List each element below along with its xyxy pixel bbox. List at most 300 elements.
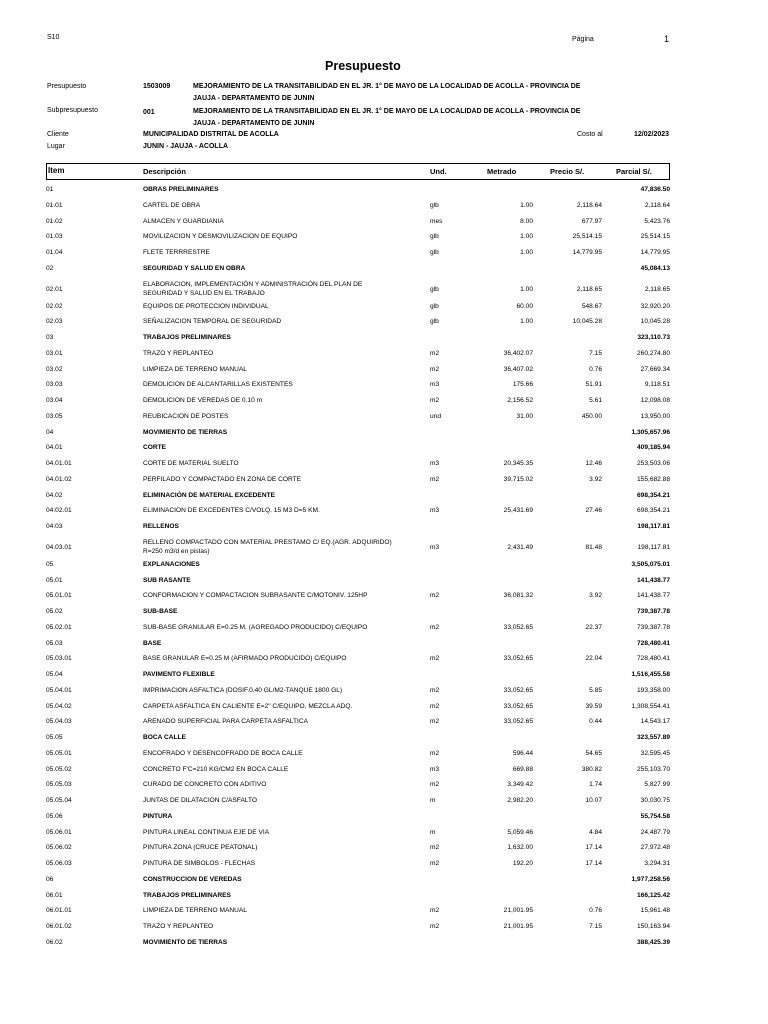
unit-cell: m3 [430,460,440,467]
table-row [0,505,768,517]
precio-cell: 4.84 [589,828,602,836]
description-cell: CORTE [143,444,167,452]
table-row [0,537,768,559]
unit-cell: m3 [430,381,440,389]
parcial-cell: 388,425.39 [636,938,670,946]
metrado-cell: 36,081.32 [503,592,533,600]
unit-cell: m2 [430,349,440,357]
unit-cell: glb [430,318,439,326]
table-row [0,701,768,713]
parcial-cell: 12,098.08 [640,397,670,404]
item-cell: 05.03 [46,639,63,647]
header-bottom-border [46,179,670,180]
precio-cell: 25,514.15 [572,233,602,241]
parcial-cell: 5,423.76 [644,217,670,225]
parcial-cell: 30,030.75 [640,797,670,804]
metrado-cell: 2,982.20 [507,797,533,804]
parcial-cell: 5,827.99 [644,781,670,789]
metrado-cell: 33,052.65 [503,623,533,631]
section-row [0,937,768,949]
parcial-cell: 198,117.81 [637,523,670,530]
parcial-cell: 739,387.78 [636,608,670,615]
section-row [0,427,768,439]
parcial-cell: 32,595.45 [640,749,670,757]
parcial-cell: 3,294.31 [644,860,670,867]
metrado-cell: 1.00 [520,201,533,209]
precio-cell: 548.67 [581,302,602,310]
presupuesto-code: 1503009 [143,83,171,90]
description-cell: ELIMINACIÓN DE MATERIAL EXCEDENTE [143,491,276,499]
item-cell: 05.05.01 [46,749,72,757]
unit-cell: m2 [430,749,440,757]
description-cell: CORTE DE MATERIAL SUELTO [143,460,239,467]
table-row [0,379,768,391]
metrado-cell: 33,052.65 [503,718,533,726]
parcial-cell: 47,836.50 [640,186,670,193]
subpresupuesto-desc-line2: JAUJA - DEPARTAMENTO DE JUNIN [193,120,315,127]
metrado-cell: 39,715.02 [503,475,533,483]
item-cell: 05.03.01 [46,655,72,663]
description-cell: CARPETA ASFALTICA EN CALIENTE E=2" C/EQUIPO, MEZCLA ADQ. [143,702,353,710]
precio-cell: 3.92 [589,475,602,483]
description-cell: CONSTRUCCION DE VEREDAS [143,875,242,883]
parcial-cell: 14,543.17 [640,718,670,726]
unit-cell: mes [430,217,443,225]
unit-cell: m2 [430,702,440,710]
unit-cell: und [430,412,442,420]
item-cell: 05.01.01 [46,592,72,600]
table-row [0,216,768,228]
item-cell: 05 [46,560,54,568]
report-code: S10 [47,34,60,41]
col-header-item: Item [48,166,65,175]
precio-cell: 0.76 [589,365,602,373]
unit-cell: m3 [430,543,440,551]
table-row [0,364,768,376]
metrado-cell: 1.00 [520,249,533,256]
item-cell: 01.04 [46,249,63,256]
table-row [0,395,768,407]
precio-cell: 22.04 [585,655,602,663]
parcial-cell: 198,117.81 [637,543,670,551]
table-row [0,653,768,665]
metrado-cell: 3,349.42 [507,781,533,789]
item-cell: 01.03 [46,233,63,241]
header-top-border [46,163,670,164]
description-cell: BOCA CALLE [143,734,186,741]
precio-cell: 7.15 [589,349,602,357]
description-cell: SEGURIDAD Y SALUD EN OBRA [143,264,246,272]
metrado-cell: 36,402.07 [503,349,533,357]
parcial-cell: 10,045.28 [640,318,670,326]
table-row [0,590,768,602]
table-row [0,316,768,328]
presupuesto-desc-line2: JAUJA - DEPARTAMENTO DE JUNIN [193,95,315,102]
metrado-cell: 33,052.65 [503,686,533,694]
unit-cell: m3 [430,765,440,773]
lugar-value: JUNIN - JAUJA - ACOLLA [143,143,229,150]
description-cell: MOVILIZACION Y DESMOVILIZACION DE EQUIPO [143,233,298,241]
metrado-cell: 192.20 [512,860,533,867]
metrado-cell: 1.00 [520,318,533,326]
precio-cell: 10.07 [585,797,602,804]
item-cell: 05.06.03 [46,860,72,867]
metrado-cell: 1.00 [520,285,533,293]
section-row [0,638,768,650]
item-cell: 05.04 [46,671,63,678]
metrado-cell: 2,156.52 [507,397,533,404]
unit-cell: m2 [430,397,440,404]
parcial-cell: 27,972.48 [640,844,670,852]
item-cell: 01.02 [46,217,63,225]
parcial-cell: 45,084.13 [640,264,670,272]
table-row [0,279,768,301]
parcial-cell: 323,110.73 [637,334,670,341]
metrado-cell: 669.88 [512,765,533,773]
subpresupuesto-label: Subpresupuesto [47,107,98,114]
metrado-cell: 175.66 [512,381,533,389]
item-cell: 05.05.02 [46,765,72,773]
item-cell: 01.01 [46,201,63,209]
unit-cell: m [430,828,436,836]
parcial-cell: 253,503.06 [636,460,670,467]
parcial-cell: 14,779.95 [640,249,670,256]
metrado-cell: 31.00 [516,412,533,420]
parcial-cell: 260,274.80 [636,349,670,357]
precio-cell: 51.91 [585,381,602,389]
description-cell: MOVIMIENTO DE TIERRAS [143,428,228,436]
parcial-cell: 3,505,075.01 [631,560,670,568]
item-cell: 01 [46,186,54,193]
precio-cell: 0.76 [589,907,602,915]
metrado-cell: 8.00 [520,217,533,225]
precio-cell: 677.97 [581,217,602,225]
unit-cell: m2 [430,907,440,915]
section-row [0,521,768,533]
section-row [0,732,768,744]
subpresupuesto-desc-line1: MEJORAMIENTO DE LA TRANSITABILIDAD EN EL JR. 1° DE MAYO DE LA LOCALIDAD DE ACOLLA - PROVINCIA DE [193,108,581,115]
unit-cell: m [430,797,436,804]
parcial-cell: 13,950.00 [640,412,670,420]
description-cell: PINTURA [143,812,173,820]
presupuesto-desc-line1: MEJORAMIENTO DE LA TRANSITABILIDAD EN EL JR. 1° DE MAYO DE LA LOCALIDAD DE ACOLLA - PROVINCIA DE [193,83,581,90]
section-row [0,575,768,587]
description-cell: TRAZO Y REPLANTEO [143,923,214,930]
description-cell: LIMPIEZA DE TERRENO MANUAL [143,365,247,373]
table-row [0,301,768,313]
description-cell: CURADO DE CONCRETO CON ADITIVO [143,781,267,789]
costo-date: 12/02/2023 [634,131,670,138]
parcial-cell: 1,977,258.56 [631,875,670,883]
col-header-precio: Precio S/. [550,167,585,176]
description-cell: ELABORACION, IMPLEMENTACIÓN Y ADMINISTRACIÓN DEL PLAN DE SEGURIDAD Y SALUD EN EL TRABAJO [143,280,363,297]
section-row [0,606,768,618]
page-label: Página [572,36,594,43]
item-cell: 06 [46,875,54,883]
precio-cell: 7.15 [589,923,602,930]
description-cell: EQUIPOS DE PROTECCION INDIVIDUAL [143,302,269,310]
description-cell: TRAZO Y REPLANTEO [143,349,214,357]
item-cell: 05.05.04 [46,797,72,804]
item-cell: 05.06.02 [46,844,72,852]
section-row [0,890,768,902]
precio-cell: 14,779.95 [572,249,602,256]
table-row [0,474,768,486]
parcial-cell: 409,185.94 [636,444,670,452]
table-row [0,247,768,259]
precio-cell: 2,118.65 [576,285,602,293]
table-row [0,685,768,697]
metrado-cell: 596.44 [512,749,533,757]
unit-cell: m2 [430,592,440,600]
item-cell: 02.01 [46,285,63,293]
parcial-cell: 166,125.42 [636,891,670,899]
parcial-cell: 698,354.21 [636,491,670,499]
parcial-cell: 323,557.89 [636,734,670,741]
precio-cell: 54.65 [585,749,602,757]
lugar-label: Lugar [47,143,65,150]
parcial-cell: 728,480.41 [636,639,670,647]
item-cell: 03 [46,334,54,341]
unit-cell: glb [430,233,439,241]
section-row [0,811,768,823]
unit-cell: m2 [430,655,440,663]
item-cell: 05.01 [46,576,63,584]
description-cell: BASE GRANULAR E=0.25 M (AFIRMADO PRODUCIDO) C/EQUIPO [143,655,347,663]
description-cell: CONFORMACION Y COMPACTACION SUBRASANTE C/MOTONIV. 125HP [143,592,368,600]
table-row [0,779,768,791]
description-cell: MOVIMIENTO DE TIERRAS [143,938,228,946]
parcial-cell: 9,118.51 [644,381,670,389]
unit-cell: m2 [430,365,440,373]
section-row [0,332,768,344]
item-cell: 02.02 [46,302,63,310]
description-cell: CONCRETO F'C=210 KG/CM2 EN BOCA CALLE [143,765,289,773]
item-cell: 04.01.01 [46,460,72,467]
parcial-cell: 55,754.58 [640,812,670,820]
description-cell: EXPLANACIONES [143,560,200,568]
table-row [0,748,768,760]
description-cell: JUNTAS DE DILATACION C/ASFALTO [143,797,258,804]
description-cell: RELLENO COMPACTADO CON MATERIAL PRESTAMO C/ EQ.(AGR. ADQUIRIDO) R=250 m3/d en pistas) [143,538,392,555]
parcial-cell: 728,480.41 [636,655,670,663]
description-cell: ELIMINACION DE EXCEDENTES C/VOLQ. 15 M3 D=5 KM. [143,507,320,515]
metrado-cell: 36,407.02 [503,365,533,373]
parcial-cell: 1,516,455.58 [631,671,670,678]
parcial-cell: 150,163.94 [636,923,670,930]
unit-cell: glb [430,249,439,256]
table-row [0,716,768,728]
section-row [0,184,768,196]
section-row [0,263,768,275]
header-right-border [669,163,670,179]
precio-cell: 0.44 [589,718,602,726]
unit-cell: m3 [430,507,440,515]
parcial-cell: 141,438.77 [636,576,670,584]
item-cell: 03.01 [46,349,63,357]
header-left-border [46,163,47,179]
parcial-cell: 24,487.79 [640,828,670,836]
description-cell: SEÑALIZACION TEMPORAL DE SEGURIDAD [143,318,282,326]
cliente-value: MUNICIPALIDAD DISTRITAL DE ACOLLA [143,131,279,138]
item-cell: 05.02.01 [46,623,72,631]
precio-cell: 39.59 [585,702,602,710]
metrado-cell: 33,052.65 [503,655,533,663]
parcial-cell: 15,961.48 [640,907,670,915]
precio-cell: 5.85 [589,686,602,694]
item-cell: 02.03 [46,318,63,326]
page-title: Presupuesto [325,59,401,73]
precio-cell: 5.61 [589,397,602,404]
parcial-cell: 27,669.34 [640,365,670,373]
description-cell: FLETE TERRRESTRE [143,249,210,256]
precio-cell: 81.48 [585,543,602,551]
table-row [0,827,768,839]
table-row [0,842,768,854]
item-cell: 04.01.02 [46,475,72,483]
metrado-cell: 60.00 [516,302,533,310]
item-cell: 04.03.01 [46,543,72,551]
table-row [0,411,768,423]
metrado-cell: 25,431.69 [503,507,533,515]
unit-cell: glb [430,201,439,209]
description-cell: SUB-BASE [143,608,178,615]
item-cell: 04.03 [46,523,63,530]
unit-cell: glb [430,285,439,293]
item-cell: 04.01 [46,444,63,452]
col-header-metrado: Metrado [487,167,517,176]
unit-cell: m2 [430,923,440,930]
metrado-cell: 2,431.49 [507,543,533,551]
precio-cell: 10,045.28 [572,318,602,326]
parcial-cell: 698,354.21 [636,507,670,515]
description-cell: ENCOFRADO Y DESENCOFRADO DE BOCA CALLE [143,749,303,757]
description-cell: CARTEL DE OBRA [143,201,201,209]
parcial-cell: 155,682.88 [636,475,670,483]
table-row [0,764,768,776]
description-cell: TRABAJOS PRELIMINARES [143,891,231,899]
item-cell: 03.05 [46,412,63,420]
col-header-desc: Descripción [143,167,186,176]
metrado-cell: 21,001.95 [503,907,533,915]
unit-cell: glb [430,302,439,310]
table-row [0,905,768,917]
item-cell: 05.05 [46,734,63,741]
item-cell: 05.06.01 [46,828,72,836]
item-cell: 06.01.01 [46,907,72,915]
unit-cell: m2 [430,844,440,852]
item-cell: 06.02 [46,938,63,946]
precio-cell: 1.74 [589,781,602,789]
section-row [0,559,768,571]
precio-cell: 22.37 [585,623,602,631]
section-row [0,874,768,886]
description-cell: PINTURA DE SIMBOLOS - FLECHAS [143,860,256,867]
metrado-cell: 21,001.95 [503,923,533,930]
precio-cell: 12.46 [585,460,602,467]
description-cell: REUBICACION DE POSTES [143,412,229,420]
description-cell: SUB RASANTE [143,576,191,584]
parcial-cell: 25,514.15 [640,233,670,241]
item-cell: 03.03 [46,381,63,389]
description-cell: OBRAS PRELIMINARES [143,186,219,193]
unit-cell: m2 [430,860,440,867]
item-cell: 02 [46,264,54,272]
item-cell: 03.02 [46,365,63,373]
table-row [0,200,768,212]
metrado-cell: 1.00 [520,233,533,241]
description-cell: PINTURA ZONA (CRUCE PEATONAL) [143,844,258,852]
precio-cell: 27.46 [585,507,602,515]
metrado-cell: 20,345.35 [503,460,533,467]
section-row [0,490,768,502]
subpresupuesto-code: 001 [143,109,155,116]
precio-cell: 380.82 [581,765,602,773]
description-cell: TRABAJOS PRELIMINARES [143,334,231,341]
description-cell: PINTURA LINEAL CONTINUA EJE DE VIA [143,828,270,836]
table-row [0,858,768,870]
parcial-cell: 2,118.65 [644,285,670,293]
parcial-cell: 1,305,657.96 [631,428,670,436]
cliente-label: Cliente [47,131,69,138]
item-cell: 03.04 [46,397,63,404]
precio-cell: 3.92 [589,592,602,600]
table-row [0,231,768,243]
table-row [0,795,768,807]
description-cell: DEMOLICION DE ALCANTARILLAS EXISTENTES [143,381,293,389]
description-cell: PAVIMENTO FLEXIBLE [143,671,215,678]
col-header-und: Und. [430,167,447,176]
unit-cell: m2 [430,718,440,726]
parcial-cell: 2,118.64 [644,201,670,209]
item-cell: 04.02 [46,491,63,499]
unit-cell: m2 [430,475,440,483]
unit-cell: m2 [430,781,440,789]
costo-label: Costo al [577,131,603,138]
precio-cell: 2,118.64 [576,201,602,209]
metrado-cell: 5,059.46 [507,828,533,836]
description-cell: IMPRIMACION ASFALTICA (DOSIF.0.40 GL/M2-TANQUE 1800 GL) [143,686,343,694]
item-cell: 05.06 [46,812,63,820]
precio-cell: 17.14 [585,844,602,852]
item-cell: 05.02 [46,608,63,615]
parcial-cell: 32,920.20 [640,302,670,310]
item-cell: 05.04.03 [46,718,72,726]
metrado-cell: 33,052.65 [503,702,533,710]
unit-cell: m2 [430,686,440,694]
description-cell: ARENADO SUPERFICIAL PARA CARPETA ASFALTICA [143,718,309,726]
parcial-cell: 739,387.78 [636,623,670,631]
table-row [0,458,768,470]
precio-cell: 450.00 [581,412,602,420]
parcial-cell: 141,438.77 [636,592,670,600]
description-cell: ALMACEN Y GUARDIANIA [143,217,224,225]
item-cell: 06.01.02 [46,923,72,930]
description-cell: LIMPIEZA DE TERRENO MANUAL [143,907,247,915]
item-cell: 06.01 [46,891,63,899]
page-number: 1 [664,34,670,44]
section-row [0,442,768,454]
item-cell: 04.02.01 [46,507,72,515]
item-cell: 05.04.01 [46,686,72,694]
section-row [0,669,768,681]
description-cell: DEMOLICION DE VEREDAS DE 0.10 m [143,397,263,404]
description-cell: PERFILADO Y COMPACTADO EN ZONA DE CORTE [143,475,302,483]
table-row [0,921,768,933]
item-cell: 04 [46,428,54,436]
table-row [0,622,768,634]
description-cell: SUB-BASE GRANULAR E=0.25 M. (AGREGADO PRODUCIDO) C/EQUIPO [143,623,368,631]
